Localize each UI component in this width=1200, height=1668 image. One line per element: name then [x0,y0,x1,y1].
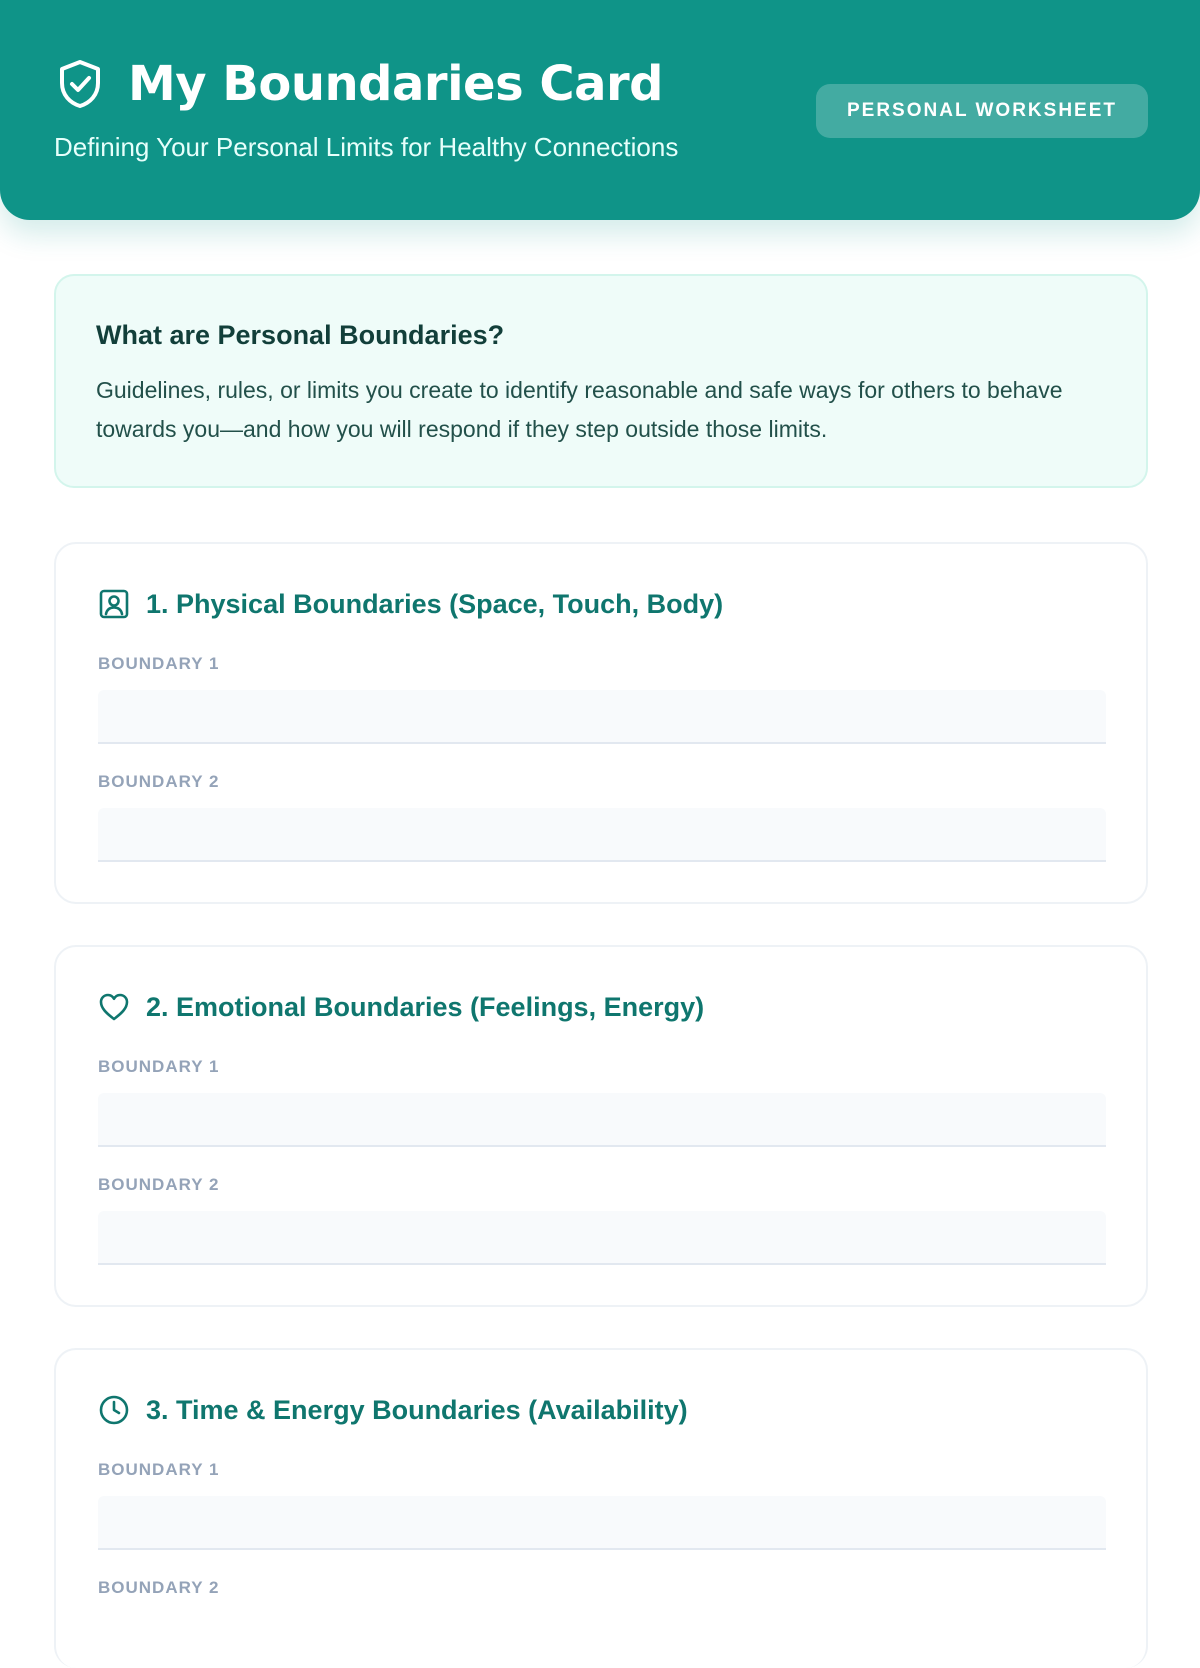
field-label: BOUNDARY 1 [98,654,220,673]
definition-title: What are Personal Boundaries? [96,320,505,350]
worksheet-badge: PERSONAL WORKSHEET [816,84,1148,138]
field-label: BOUNDARY 2 [98,1578,220,1597]
time-boundary-1-input[interactable] [98,1496,1106,1550]
field-label: BOUNDARY 2 [98,772,220,791]
heart-icon [98,991,130,1023]
definition-text: Guidelines, rules, or limits you create to identify reasonable and safe ways for others to behave towards you—and how you will respond if they step outside those limits. [96,377,1063,442]
header-title-row [56,56,663,112]
field-label: BOUNDARY 1 [98,1460,220,1479]
shield-check-icon [56,58,104,110]
section-title: 1. Physical Boundaries (Space, Touch, Body) [146,588,724,619]
section-card-time-energy [54,1348,1148,1668]
field-label: BOUNDARY 1 [98,1057,220,1076]
field-label: BOUNDARY 2 [98,1175,220,1194]
person-portrait-icon [98,588,130,620]
page-subtitle: Defining Your Personal Limits for Healthy Connections [54,132,679,162]
physical-boundary-1-input[interactable] [98,690,1106,744]
section-card-emotional [54,945,1148,1307]
emotional-boundary-2-input[interactable] [98,1211,1106,1265]
physical-boundary-2-input[interactable] [98,808,1106,862]
section-title: 2. Emotional Boundaries (Feelings, Energy) [146,991,705,1022]
definition-box [54,274,1148,488]
section-card-physical [54,542,1148,904]
page-header [0,0,1200,220]
section-header [98,588,723,620]
section-header [98,991,704,1023]
section-header [98,1394,688,1426]
section-title: 3. Time & Energy Boundaries (Availability) [146,1394,688,1425]
clock-icon [98,1394,130,1426]
emotional-boundary-1-input[interactable] [98,1093,1106,1147]
page-title: My Boundaries Card [128,56,664,112]
